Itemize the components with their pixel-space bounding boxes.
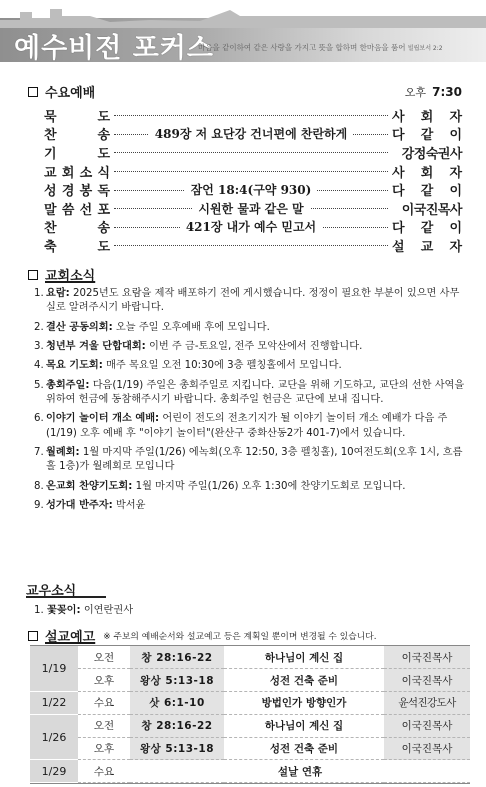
news-item-text: 오늘 주일 오후예배 후에 모입니다. [112,321,270,333]
news-item-number: 7. [34,446,44,458]
sermon-service-cell: 오전 [78,714,130,737]
order-label-char: 씀 [61,202,75,218]
sermon-title-cell: 성전 건축 준비 [224,669,384,692]
service-time [405,84,462,100]
news-item-body [46,412,466,440]
order-responsible-char: 사 [392,109,405,125]
banner-verse-ref: 빌립보서 2:2 [407,45,443,52]
order-row [44,199,462,218]
order-leader [110,180,392,199]
news-item-body [46,499,466,513]
order-row [44,106,462,125]
news-item-text: 박서윤 [112,499,146,511]
news-item-title: 총회주일: [46,379,90,391]
news-item-text: 1월 마지막 주일(1/26) 오후 1:30에 찬양기도회로 모입니다. [132,480,406,492]
order-responsible-char: 다 [392,221,405,237]
news-item-number: 3. [34,340,44,352]
banner-title: 예수비전 포커스 [14,33,214,62]
sermon-title-cell: 하나님이 계신 집 [224,714,384,737]
news-item-number: 8. [34,480,44,492]
banner-subtitle [198,42,443,53]
order-row [44,162,462,181]
order-responsible [392,199,462,218]
table-row [30,692,470,715]
sermon-bible-cell: 삿 6:1-10 [130,692,224,715]
news-item-body [46,359,466,373]
news-item-number: 9. [34,499,44,511]
news-item-number: 6. [34,413,44,425]
order-label-char: 소 [79,165,93,181]
news-item-number: 5. [34,379,44,391]
service-time-label: 오후 [404,86,426,99]
order-label-char: 송 [97,128,110,144]
sermon-date-cell: 1/26 [30,714,78,760]
sermon-bible-cell: 왕상 5:13-18 [130,669,224,692]
order-label-char: 도 [97,239,110,255]
sermon-speaker-cell: 이국진목사 [384,714,470,737]
sermon-title-cell: 하나님이 계신 집 [224,646,384,669]
order-responsible-char: 자 [449,109,462,125]
sermon-service-cell: 오후 [78,669,130,692]
banner-verse-text: 마음을 같이하여 같은 사랑을 가지고 뜻을 합하며 한마음을 품어 [198,43,406,52]
order-label-char: 송 [97,221,110,237]
order-label-char: 회 [61,165,75,181]
dotted-leader-line [114,152,388,153]
order-responsible-char: 다 [392,184,405,200]
news-heading [28,265,95,284]
news-item-body [46,480,466,494]
sermon-service-cell: 수요 [78,760,130,783]
order-label [44,199,110,218]
news-heading-text: 교회소식 [45,269,96,284]
checkbox-square-icon [28,631,38,641]
news-item [34,359,466,373]
news-item-body [46,340,466,354]
order-responsible-char: 회 [420,109,434,125]
order-leader [110,143,392,162]
news-item-title: 월례회: [46,446,80,458]
order-label-char: 경 [61,184,75,200]
order-responsible-name: 강정숙권사 [401,146,462,162]
news-item-text: 이번 주 금-토요일, 전주 모악산에서 진행합니다. [145,340,363,352]
news-item [34,340,466,354]
order-responsible [392,124,462,143]
order-responsible-char: 설 [392,239,405,255]
banner-skyline-decoration [0,6,486,28]
order-responsible-name: 이국진목사 [401,202,462,218]
order-responsible-char: 회 [420,165,434,181]
service-order-list [44,106,462,255]
order-label-char: 식 [97,165,110,181]
dotted-leader-line [114,245,388,246]
order-label [44,180,110,199]
order-label [44,217,110,236]
sermon-speaker-cell: 이국진목사 [384,646,470,669]
sermon-bible-cell: 왕상 5:13-18 [130,737,224,760]
sermon-table [30,646,470,783]
sermon-title-cell: 성전 건축 준비 [224,737,384,760]
news-item-text: 1월 마지막 주일(1/26) 에녹회(오후 12:50, 3층 펠칭홀), 10여전도회(오후 1시, 흐름홀 1층)가 월례회로 모입니다 [46,446,463,473]
order-responsible-char: 같 [420,128,434,144]
order-leader [110,125,392,144]
news-item-text: 다음(1/19) 주일은 총회주일로 지킵니다. 교단을 위해 기도하고, 교단의 선한 사역을 위하여 헌금에 동참해주시기 바랍니다. 총회주일 헌금은 교단에 보내 집니다. [46,379,465,405]
news-item-body [46,321,466,335]
order-responsible [392,162,462,181]
order-label-char: 선 [79,202,93,218]
service-heading-text: 수요예배 [45,86,96,101]
news-item [34,287,466,315]
order-label-char: 봉 [79,184,93,200]
order-label [44,106,110,125]
sermon-date-cell: 1/29 [30,760,78,783]
order-label-char: 찬 [44,128,57,144]
teachers-item-body: 이연란권사 [80,605,134,616]
order-label-char: 교 [44,165,57,181]
table-row [30,714,470,737]
news-list [34,287,466,518]
news-item-title: 온교회 찬양기도회: [46,480,133,492]
teachers-item [34,601,133,616]
order-leader [110,218,392,237]
order-responsible-char: 같 [420,184,434,200]
news-item-body [46,287,466,315]
news-item-text: 어린이 전도의 전초기지가 될 이야기 놀이터 개소 예배가 다음 주(1/19) 오후 예배 후 "이야기 놀이터"(완산구 중화산동2가 401-7)에서 있습니다. [46,413,448,439]
order-leader [110,106,392,125]
order-responsible-char: 사 [392,165,405,181]
teachers-heading: 교우소식 [26,584,77,599]
order-label [44,124,110,143]
order-row [44,180,462,199]
news-item-number: 2. [34,321,44,333]
order-row [44,218,462,237]
sermon-title-cell: 설날 연휴 [130,760,470,783]
order-label [44,143,110,162]
order-responsible-char: 자 [449,165,462,181]
dotted-leader-line [114,115,388,116]
news-item-title: 목요 기도회: [46,360,103,372]
sermon-heading-text: 설교예고 [45,630,96,645]
sermon-heading [28,626,377,645]
teachers-item-title: 꽃꽂이: [46,605,81,616]
order-responsible-char: 이 [449,128,462,144]
order-label-char: 독 [97,184,110,200]
checkbox-square-icon [28,87,38,97]
order-row [44,236,462,255]
news-item-text: 2025년도 요람을 제작 배포하기 전에 게시했습니다. 정정이 필요한 부분이 있으면 사무실로 알려주시기 바랍니다. [46,288,460,314]
order-responsible-char: 다 [392,128,405,144]
order-responsible [392,143,462,162]
sermon-speaker-cell: 윤석진강도사 [384,692,470,715]
teachers-item-num: 1. [34,605,44,616]
sermon-date-cell: 1/19 [30,646,78,692]
order-row [44,125,462,144]
sermon-service-cell: 수요 [78,692,130,715]
order-label-char: 찬 [44,221,57,237]
order-item-text: 489장 저 요단강 건너편에 찬란하게 [149,125,353,142]
sermon-speaker-cell: 이국진목사 [384,669,470,692]
sermon-speaker-cell: 이국진목사 [384,737,470,760]
header-banner [0,0,486,62]
order-label [44,236,110,255]
table-row [30,646,470,669]
news-item-body [46,446,466,474]
order-label-char: 도 [97,146,110,162]
sermon-bible-cell: 창 28:16-22 [130,646,224,669]
news-item-title: 결산 공동의회: [46,321,113,333]
news-item-title: 요람: [46,288,70,299]
news-item [34,321,466,335]
service-time-value: 7:30 [432,85,462,99]
sermon-bible-cell: 창 28:16-22 [130,714,224,737]
checkbox-square-icon [28,270,38,280]
sermon-note: ※ 주보의 예배순서와 설교예고 등은 계획일 뿐이며 변경될 수 있습니다. [103,632,377,642]
sermon-service-cell: 오후 [78,737,130,760]
table-row [30,737,470,760]
order-label-char: 축 [44,239,57,255]
order-item-text: 잠언 18:4(구약 930) [185,181,318,198]
table-row [30,669,470,692]
order-label-char: 성 [44,184,57,200]
order-responsible-char: 자 [449,239,462,255]
table-row [30,760,470,783]
order-responsible-char: 교 [420,239,434,255]
order-responsible-char: 이 [449,221,462,237]
news-item [34,412,466,440]
news-item-body [46,379,466,407]
sermon-date-cell: 1/22 [30,692,78,715]
news-item-number: 4. [34,360,44,372]
order-label-char: 말 [44,202,57,218]
dotted-leader-line [114,171,388,172]
teachers-heading-underline [26,596,106,598]
news-item-title: 청년부 겨울 단합대회: [46,340,146,352]
order-leader [110,236,392,255]
news-item-title: 성가대 반주자: [46,499,113,511]
order-label-char: 포 [97,202,110,218]
order-leader [110,162,392,181]
order-responsible [392,217,462,236]
news-item [34,446,466,474]
sermon-title-cell: 방법인가 방향인가 [224,692,384,715]
order-item-text: 421장 내가 예수 믿고서 [180,218,322,235]
news-item-number: 1. [34,288,44,299]
order-label-char: 기 [44,146,57,162]
table-bottom-border [30,783,470,784]
order-row [44,143,462,162]
order-label [44,162,110,181]
order-label-char: 도 [97,109,110,125]
order-responsible [392,106,462,125]
order-responsible-char: 같 [420,221,434,237]
order-item-text: 시원한 물과 같은 말 [192,200,309,217]
news-item-title: 이야기 놀이터 개소 예배: [46,413,160,425]
sermon-service-cell: 오전 [78,646,130,669]
service-heading [28,82,95,101]
order-responsible-char: 이 [449,184,462,200]
order-leader [110,199,392,218]
news-item [34,379,466,407]
order-label-char: 묵 [44,109,57,125]
news-item-text: 매주 목요일 오전 10:30에 3층 펠칭홀에서 모입니다. [102,360,342,372]
news-item [34,499,466,513]
order-responsible [392,236,462,255]
news-item [34,480,466,494]
order-responsible [392,180,462,199]
